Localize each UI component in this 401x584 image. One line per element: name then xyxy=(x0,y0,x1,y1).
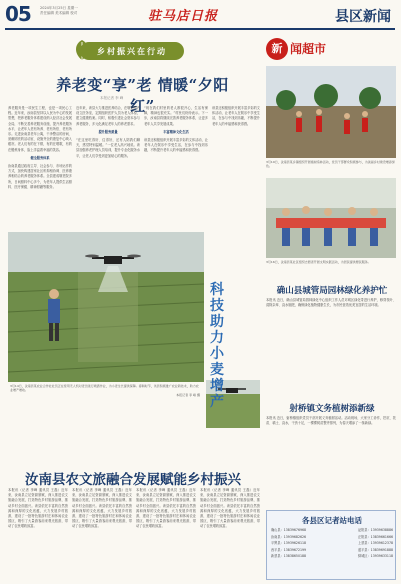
drone-photo xyxy=(8,232,204,382)
column-banner: 乡村振兴在行动 xyxy=(80,42,184,60)
contact-entry: 泌阳县：13939638886 xyxy=(357,528,393,532)
bottom-column-2 xyxy=(72,488,132,580)
masthead xyxy=(0,0,401,30)
paragraph: “现在我们村里的老人都很开心，生活有保障，精神也很充实。”村民们纷纷表示。下一步，汝南县将继续完善养老服务体系，让更多老年人共享发展成果。 xyxy=(144,106,208,126)
contact-box-title: 各县区记者站电话 xyxy=(302,516,362,525)
news-column-title: 闻超市 xyxy=(290,42,327,56)
contact-list xyxy=(271,527,393,560)
contact-entry: 遂平县：13839691888 xyxy=(357,547,393,552)
contact-entry: 上蔡县：13939612378 xyxy=(357,541,393,546)
tree-planting-illustration xyxy=(266,66,396,158)
header-rule xyxy=(5,28,395,30)
community-illustration xyxy=(266,178,396,258)
article-headline: 养老变“享”老 情暖“夕阳红” xyxy=(56,76,229,115)
bottom-column-1 xyxy=(8,488,68,580)
paragraph: 本报讯（记者 李峰 通讯员 王磊）近年来，汝南县立足资源禀赋，深入推进农文旅融合发展，打造特色乡村旅游品牌，推动乡村全面振兴。该县依托丰富的自然资源和深厚的文化底蕴，大力发展乡村旅游，建设了一批特色旅游村庄和休闲农业园区，吸引了大量游客前来观光旅游，带动了农民增收致富。 xyxy=(8,488,68,529)
news-badge: 新 xyxy=(266,38,288,60)
contact-row xyxy=(271,547,393,554)
article-column-3 xyxy=(144,106,208,226)
contact-box xyxy=(266,510,396,580)
article-column-4 xyxy=(212,106,260,226)
editor-line: 责任编辑 美术编辑 校对 xyxy=(40,11,78,15)
subheading: 丰富精神文化生活 xyxy=(163,129,189,134)
wheat-field-illustration xyxy=(8,232,204,382)
bottom-column-3 xyxy=(136,488,196,580)
paragraph: 本报讯（记者 李峰 通讯员 王磊）近年来，汝南县立足资源禀赋，深入推进农文旅融合发展，打造特色乡村旅游品牌，推动乡村全面振兴。该县依托丰富的自然资源和深厚的文化底蕴，大力发展乡村旅游，建设了一批特色旅游村庄和休闲农业园区，吸引了大量游客前来观光旅游，带动了农民增收致富。 xyxy=(200,488,260,529)
paper-title: 驻马店日报 xyxy=(148,9,219,24)
paragraph: 养老服务是一项民生工程，也是一项民心工程。近年来，汝南县坚持以人民为中心的发展思想，把养老服务体系建设纳入经济社会发展全局，不断完善养老服务设施，提升养老服务水平，让老年人老有所养、老有所依、老有所乐。走进汝南县老年公寓，干净整洁的房间、宽敞明亮的活动室、设施齐全的康复中心映入眼帘。老人们有的在下棋，有的在唱歌，有的在锻炼身体，脸上洋溢着幸福的笑容。 xyxy=(8,106,72,152)
photo-caption-right-2: 3月16日，汝南县某社区组织志愿者开展文明实践活动，为居民提供便民服务。 xyxy=(266,260,371,264)
photo-caption xyxy=(10,384,200,397)
contact-row xyxy=(271,540,393,547)
contact-row xyxy=(271,527,393,534)
paragraph: 该县还积极组织开展丰富多彩的文体活动，让老年人在娱乐中享受生活，在参与中找到乐趣，不断提升老年人的幸福感和获得感。 xyxy=(144,138,208,153)
article-byline: 本报记者 李 峰 xyxy=(100,96,124,100)
contact-entry: 确山县：13839676968 xyxy=(271,528,307,532)
paragraph: 本报讯（记者 李峰 通讯员 王磊）近年来，汝南县立足资源禀赋，深入推进农文旅融合发展，打造特色乡村旅游品牌，推动乡村全面振兴。该县依托丰富的自然资源和深厚的文化底蕴，大力发展乡村旅游，建设了一批特色旅游村庄和休闲农业园区，吸引了大量游客前来观光旅游，带动了农民增收致富。 xyxy=(136,488,196,529)
paragraph: 本报讯 近日，射桥镇组织党员干部开展义务植树活动。活动现场，大家分工协作，挖坑、扶苗、填土、浇水，干劲十足，一棵棵树苗整齐排列，为春天增添了一抹新绿。 xyxy=(266,416,396,426)
contact-entry: 平舆县：13939626118 xyxy=(271,541,307,546)
article-headline-2: 汝南县农文旅融合发展赋能乡村振兴 xyxy=(25,472,241,488)
right-headline-b: 射桥镇文务植树添新绿 xyxy=(289,404,375,414)
date-line: 2024年3月25日 星期一 xyxy=(40,6,78,10)
section-title: 县区新闻 xyxy=(335,9,391,25)
article-column-2 xyxy=(76,106,140,226)
tree-planting-photo xyxy=(266,66,396,158)
contact-entry: 驿城区：13939633118 xyxy=(357,554,393,559)
contact-entry: 正阳县：13839661666 xyxy=(357,534,393,539)
contact-entry: 新蔡县：13838650188 xyxy=(271,554,307,559)
paragraph: 本报讯（记者 李峰 通讯员 王磊）近年来，汝南县立足资源禀赋，深入推进农文旅融合发展，打造特色乡村旅游品牌，推动乡村全面振兴。该县依托丰富的自然资源和深厚的文化底蕴，大力发展乡村旅游，建设了一批特色旅游村庄和休闲农业园区，吸引了大量游客前来观光旅游，带动了农民增收致富。 xyxy=(72,488,132,529)
right-article-a xyxy=(266,298,396,398)
page-number: 05 xyxy=(5,2,31,26)
date-info xyxy=(40,6,78,16)
contact-entry: 汝南县：13939682626 xyxy=(271,534,307,539)
paragraph: 汝南县通过政府主导、社会参与、市场运作的方式，加快构建居家社区机构相协调、医养康养相结合的养老服务体系。全县建成敬老院多所，日间照料中心多个，为老年人提供生活照料、医疗保健、精神慰藉等服务。 xyxy=(8,164,72,189)
subheading: 提升服务质量 xyxy=(98,129,118,134)
paragraph: 本报讯 近日，确山县城管局园林绿化中心组织工作人员对城区绿化带进行养护，修剪枝叶、清除杂草、浇水施肥，确保绿化植物健康生长，为市民营造优美宜居的生活环境。 xyxy=(266,298,396,308)
contact-entry: 西平县：13839672199 xyxy=(271,547,307,552)
paragraph: “在这里吃得好、住得好，还有人陪我们聊天，感觉特别温暖。”一位老人高兴地说。该县加强养老护理人员培训，提升专业化服务水平，让老人们享受到更加贴心的服务。 xyxy=(76,138,140,158)
paragraph: 近年来，该县大力推进医养结合，在敬老院内设立医务室，定期组织医护人员为老人体检，建立健康档案。同时，积极引进社会资本参与养老服务，多元化满足老年人的养老需求。 xyxy=(76,106,140,126)
subheading: 健全服务体系 xyxy=(30,155,50,160)
bottom-column-4 xyxy=(200,488,260,580)
paragraph: 该县还积极组织开展丰富多彩的文体活动，让老年人在娱乐中享受生活，在参与中找到乐趣，不断提升老年人的幸福感和获得感。 xyxy=(212,106,260,126)
right-headline-a: 确山县城管局园林绿化养护忙 xyxy=(276,286,388,296)
right-article-b xyxy=(266,416,396,506)
contact-row xyxy=(271,553,393,560)
contact-row xyxy=(271,534,393,541)
photo-credit: 本报记者 李 峰 摄 xyxy=(176,392,200,397)
caption-text: 3月14日，汝南县某农业合作社社员正在使用无人机对麦田进行喷洒作业，为小麦生长提供保障。春耕时节，该县积极推广农业新技术，助力农业增产增收。 xyxy=(10,384,199,393)
vertical-headline: 科技助力小麦增产 xyxy=(210,282,224,410)
community-photo xyxy=(266,178,396,258)
photo-caption-right-1: 3月19日，汝南县某乡镇组织开展植树造林活动，党员干部群众积极参与，为美丽乡村建设增添绿色。 xyxy=(266,160,395,169)
